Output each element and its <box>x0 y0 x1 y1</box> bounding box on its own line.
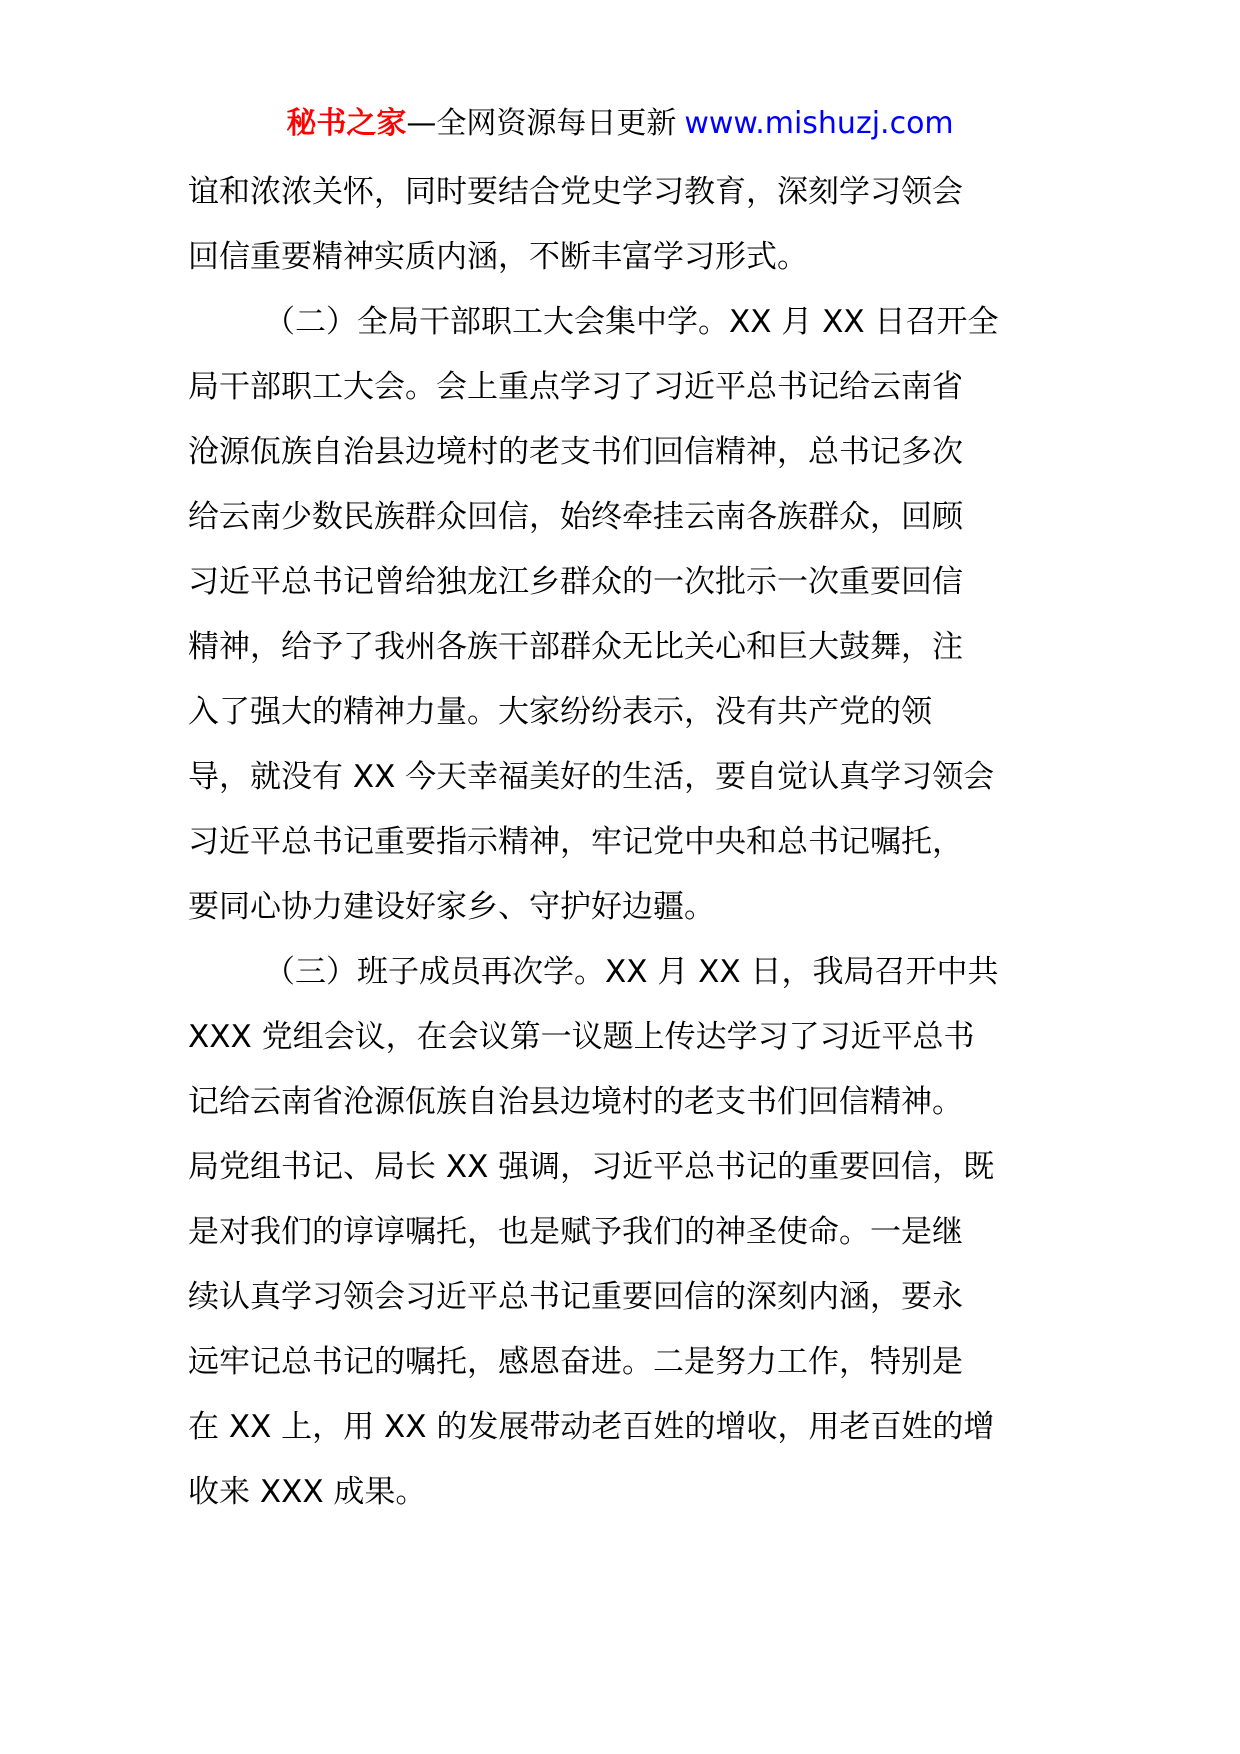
text-line: 要同心协力建设好家乡、守护好边疆。 <box>188 889 715 925</box>
header-tagline: —全网资源每日更新 <box>406 106 677 141</box>
text-line: 入了强大的精神力量。大家纷纷表示，没有共产党的领 <box>188 694 932 730</box>
text-line: 习近平总书记重要指示精神，牢记党中央和总书记嘱托， <box>188 824 963 860</box>
text-line: 局党组书记、局长 XX 强调，习近平总书记的重要回信，既 <box>188 1149 995 1185</box>
text-line: 续认真学习领会习近平总书记重要回信的深刻内涵，要永 <box>188 1279 963 1315</box>
text-line: 回信重要精神实质内涵，不断丰富学习形式。 <box>188 239 808 275</box>
text-line: XXX 党组会议，在会议第一议题上传达学习了习近平总书 <box>188 1019 975 1055</box>
brand-name: 秘书之家 <box>286 106 407 141</box>
text-line: 记给云南省沧源佤族自治县边境村的老支书们回信精神。 <box>188 1084 963 1120</box>
section-heading-line: （三）班子成员再次学。XX 月 XX 日，我局召开中共 <box>264 954 999 990</box>
text-line: 沧源佤族自治县边境村的老支书们回信精神，总书记多次 <box>188 434 963 470</box>
text-line: 习近平总书记曾给独龙江乡群众的一次批示一次重要回信 <box>188 564 963 600</box>
text-line: 在 XX 上，用 XX 的发展带动老百姓的增收，用老百姓的增 <box>188 1409 995 1445</box>
site-url-link[interactable]: www.mishuzj.com <box>684 106 954 141</box>
text-line: 是对我们的谆谆嘱托，也是赋予我们的神圣使命。一是继 <box>188 1214 963 1250</box>
section-heading-line: （二）全局干部职工大会集中学。XX 月 XX 日召开全 <box>264 304 999 340</box>
page-header <box>0 100 1240 148</box>
document-body <box>188 160 1058 1525</box>
text-line: 局干部职工大会。会上重点学习了习近平总书记给云南省 <box>188 369 963 405</box>
text-line: 导，就没有 XX 今天幸福美好的生活，要自觉认真学习领会 <box>188 759 995 795</box>
text-line: 精神，给予了我州各族干部群众无比关心和巨大鼓舞，注 <box>188 629 963 665</box>
text-line: 给云南少数民族群众回信，始终牵挂云南各族群众，回顾 <box>188 499 963 535</box>
text-line: 收来 XXX 成果。 <box>188 1474 427 1510</box>
text-line: 谊和浓浓关怀，同时要结合党史学习教育，深刻学习领会 <box>188 174 963 210</box>
text-line: 远牢记总书记的嘱托，感恩奋进。二是努力工作，特别是 <box>188 1344 963 1380</box>
